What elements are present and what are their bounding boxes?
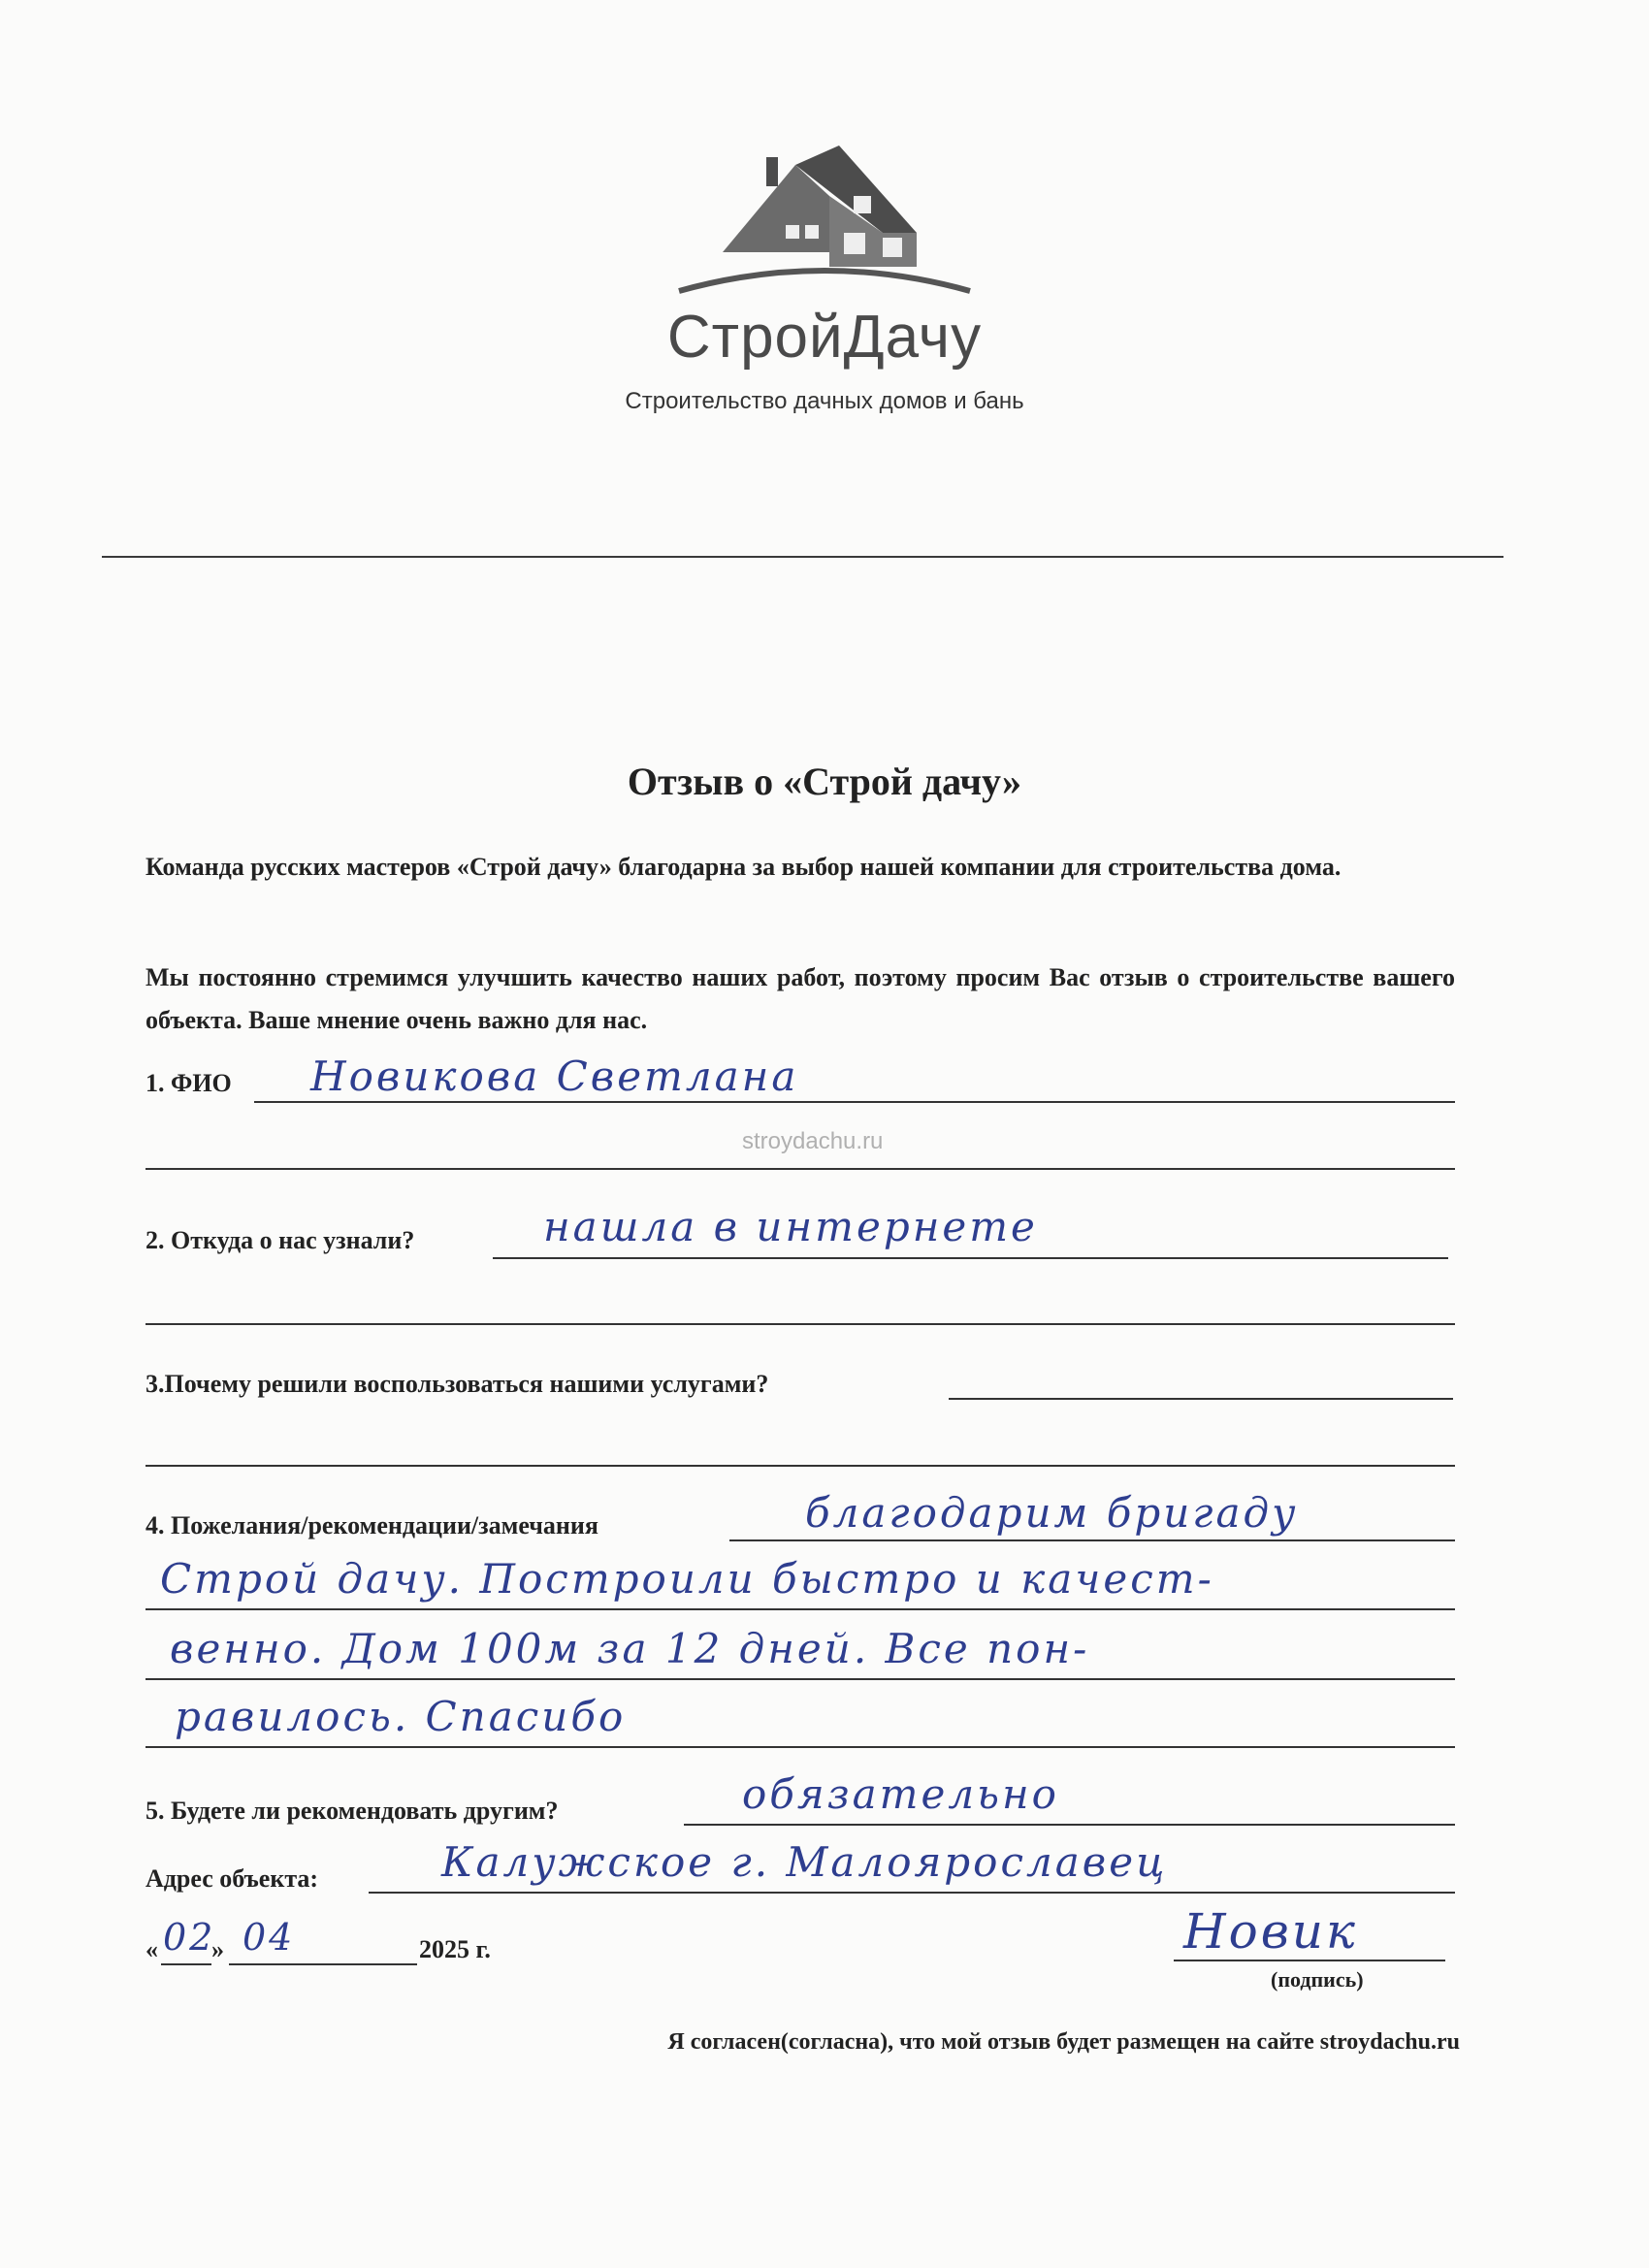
- watermark: stroydachu.ru: [742, 1128, 884, 1154]
- signature-line: [1174, 1960, 1445, 1961]
- q4-answer-line: Строй дачу. Построили быстро и качест-: [160, 1555, 1214, 1603]
- page-title: Отзыв о «Строй дачу»: [627, 760, 1022, 803]
- q5-answer: обязательно: [742, 1770, 1059, 1818]
- date-open-quote: «: [146, 1935, 158, 1963]
- house-logo-icon: [669, 136, 980, 301]
- q4-line-2: [146, 1608, 1455, 1610]
- date-day-line: [161, 1963, 211, 1965]
- signature-label: (подпись): [1271, 1967, 1364, 1992]
- q3-line: [949, 1398, 1453, 1400]
- q4-answer-line: благодарим бригаду: [805, 1489, 1299, 1537]
- q2-answer: нашла в интернете: [543, 1203, 1038, 1250]
- q3-extra-line: [146, 1465, 1455, 1467]
- address-line: [369, 1892, 1455, 1894]
- q2-label: 2. Откуда о нас узнали?: [146, 1226, 415, 1254]
- q1-answer: Новикова Светлана: [310, 1053, 799, 1100]
- intro-paragraph-1: Команда русских мастеров «Строй дачу» благодарна за выбор нашей компании для строительства дома.: [146, 853, 1342, 881]
- header-divider: [102, 556, 1504, 558]
- q4-line-3: [146, 1678, 1455, 1680]
- consent-text: Я согласен(согласна), что мой отзыв будет размещен на сайте stroydachu.ru: [667, 2029, 1460, 2055]
- intro-paragraph-2: Мы постоянно стремимся улучшить качество наших работ, поэтому просим Вас отзыв о строительстве вашего объекта. Ваше мнение очень важно для нас.: [146, 963, 1455, 1034]
- date-month: 04: [242, 1916, 296, 1959]
- q1-extra-line: [146, 1168, 1455, 1170]
- q4-answer-line: венно. Дом 100м за 12 дней. Все пон-: [170, 1625, 1090, 1672]
- q3-label: 3.Почему решили воспользоваться нашими услугами?: [146, 1370, 769, 1398]
- address-label: Адрес объекта:: [146, 1864, 319, 1893]
- date-year: 2025 г.: [419, 1935, 491, 1963]
- q4-line-1: [729, 1539, 1455, 1541]
- signature: Новик: [1183, 1903, 1358, 1960]
- q4-label: 4. Пожелания/рекомендации/замечания: [146, 1511, 598, 1539]
- brand-tagline: Строительство дачных домов и бань: [625, 388, 1024, 414]
- q4-answer-line: равилось. Спасибо: [175, 1693, 627, 1740]
- q4-line-4: [146, 1746, 1455, 1748]
- brand-name: СтройДачу: [666, 304, 983, 371]
- date-day: 02: [163, 1916, 216, 1959]
- q5-label: 5. Будете ли рекомендовать другим?: [146, 1797, 559, 1825]
- q2-extra-line: [146, 1323, 1455, 1325]
- q1-line: [254, 1101, 1455, 1103]
- q2-line: [493, 1257, 1448, 1259]
- q5-line: [684, 1824, 1455, 1826]
- date-close-quote: »: [211, 1935, 224, 1963]
- q1-label: 1. ФИО: [146, 1069, 232, 1097]
- address-answer: Калужское г. Малоярославец: [441, 1838, 1168, 1886]
- date-month-line: [229, 1963, 417, 1965]
